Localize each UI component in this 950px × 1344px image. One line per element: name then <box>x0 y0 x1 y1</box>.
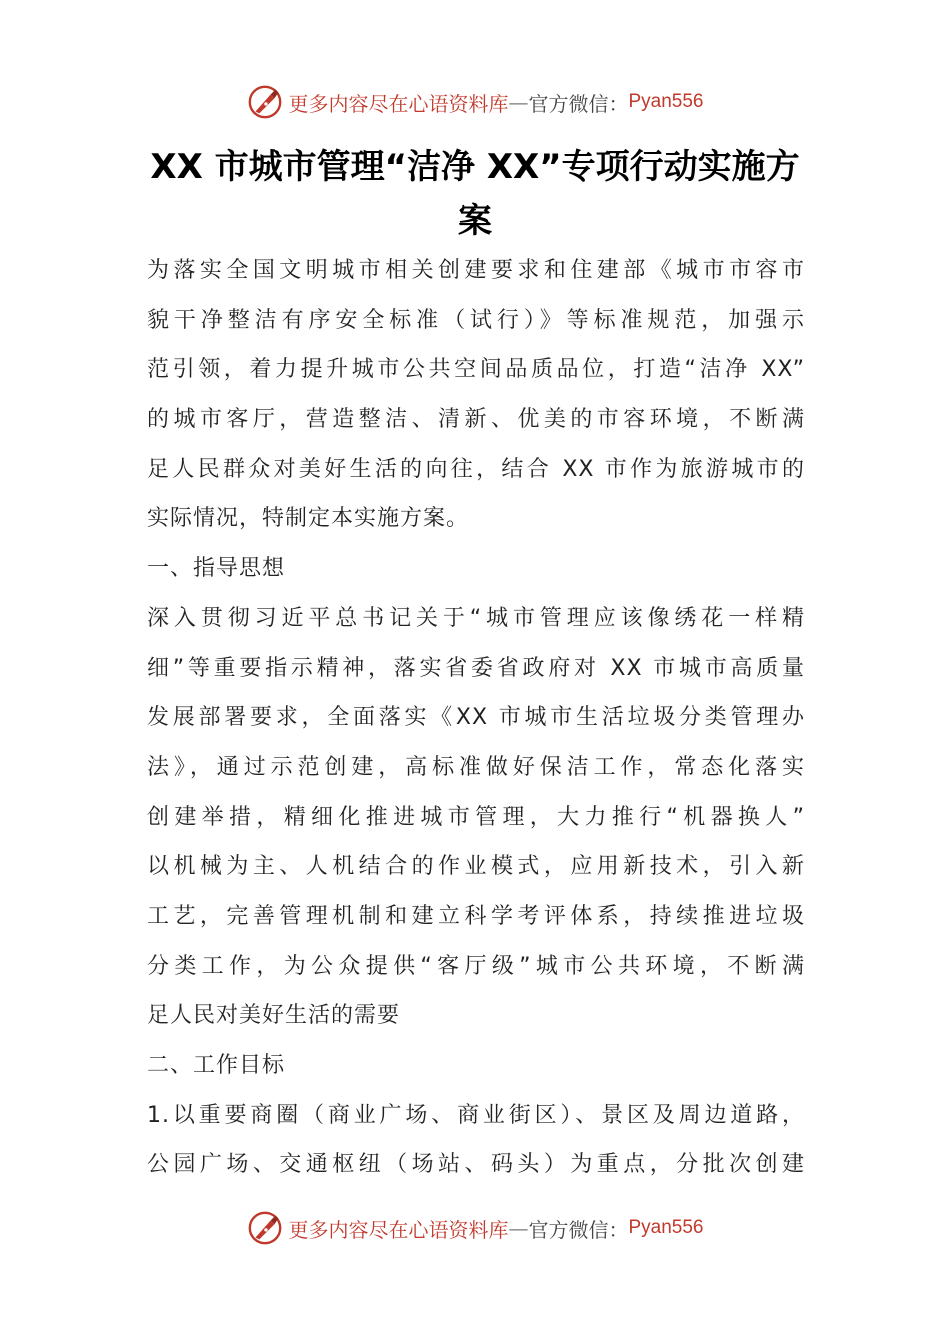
wechat-label: 官方微信： <box>528 91 629 116</box>
text-line: 实际情况，特制定本实施方案。 <box>147 506 470 532</box>
text-line: 细”等重要指示精神，落实省委省政府对 XX 市城市高质量 <box>147 655 805 681</box>
document-title <box>145 140 805 248</box>
banner-dash: — <box>508 1216 529 1240</box>
pen-nib-logo-icon <box>246 1209 284 1247</box>
text-line: 的城市客厅，营造整洁、清新、优美的市容环境，不断满 <box>147 407 805 433</box>
text-line: 为落实全国文明城市相关创建要求和住建部《城市市容市 <box>147 258 805 283</box>
text-line: 以机械为主、人机结合的作业模式，应用新技术，引入新 <box>147 854 805 880</box>
text-line: 创建举措，精细化推进城市管理，大力推行“机器换人” <box>147 804 805 830</box>
text-line: 分类工作，为公众提供“客厅级”城市公共环境，不断满 <box>147 953 805 979</box>
header-banner <box>0 80 950 124</box>
text-line: 工艺，完善管理机制和建立科学考评体系，持续推进垃圾 <box>147 903 805 929</box>
wechat-label: 官方微信： <box>528 1217 629 1242</box>
text-line: 貌干净整洁有序安全标准（试行）》等标准规范，加强示 <box>147 307 805 333</box>
brand-name: 更多内容尽在心语资料库 <box>288 91 509 116</box>
footer-banner <box>0 1206 950 1250</box>
text-line: 1.以重要商圈（商业广场、商业街区）、景区及周边道路， <box>147 1102 805 1128</box>
text-line: 深入贯彻习近平总书记关于“城市管理应该像绣花一样精 <box>147 605 805 631</box>
wechat-id: Pyan556 <box>628 1217 704 1238</box>
text-line: 公园广场、交通枢纽（场站、码头）为重点，分批次创建 <box>147 1152 805 1178</box>
text-line: 足人民对美好生活的需要 <box>147 1003 401 1029</box>
title-line: 案 <box>458 201 492 241</box>
wechat-id: Pyan556 <box>628 91 704 112</box>
text-line: 一、指导思想 <box>147 556 286 582</box>
text-line: 足人民群众对美好生活的向往，结合 XX 市作为旅游城市的 <box>147 456 805 482</box>
text-line: 二、工作目标 <box>147 1053 286 1078</box>
text-line: 发展部署要求，全面落实《XX 市城市生活垃圾分类管理办 <box>147 705 805 731</box>
text-line: 范引领，着力提升城市公共空间品质品位，打造“洁净 XX” <box>147 357 805 383</box>
text-line: 法》，通过示范创建，高标准做好保洁工作，常态化落实 <box>147 754 805 780</box>
brand-name: 更多内容尽在心语资料库 <box>288 1217 509 1242</box>
title-line: XX 市城市管理“洁净 XX”专项行动实施方 <box>150 147 800 187</box>
banner-dash: — <box>508 90 529 114</box>
pen-nib-logo-icon <box>246 83 284 121</box>
document-body <box>147 246 805 1190</box>
